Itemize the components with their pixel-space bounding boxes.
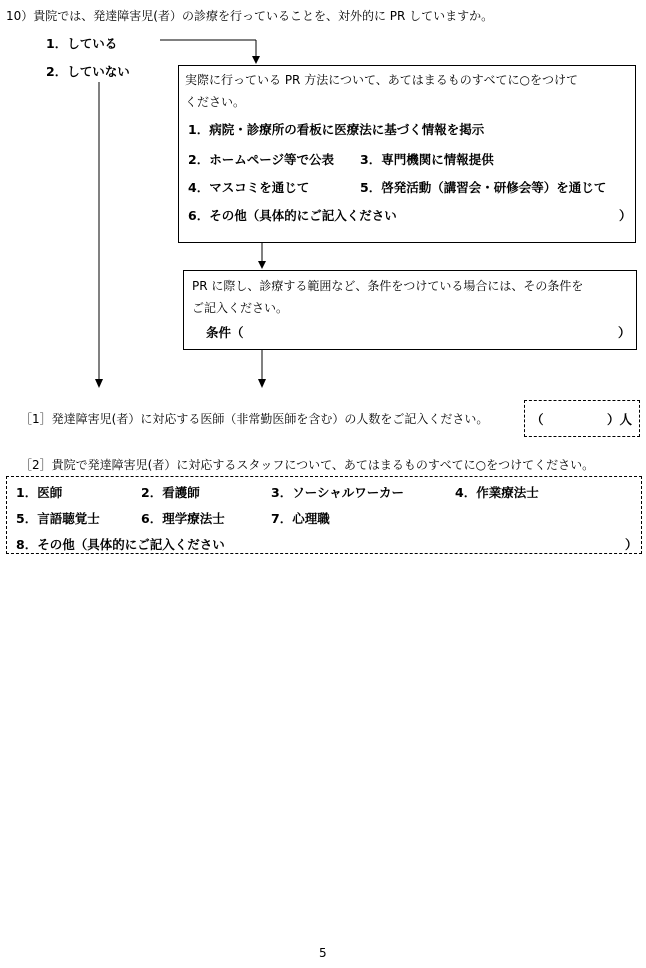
conditions-prompt: PR に際し、診療する範囲など、条件をつけている場合には、その条件を — [192, 279, 584, 293]
staff-options-box — [6, 476, 642, 554]
arrow-to-doctors — [95, 379, 103, 388]
staff-nurse[interactable]: 2．看護師 — [141, 485, 200, 500]
pr-methods-prompt: 実際に行っている PR 方法について、あてはまるものすべてに○をつけて — [185, 73, 578, 87]
doctors-open-paren: （ — [531, 412, 544, 427]
pr-method-signboard[interactable]: 1．病院・診療所の看板に医療法に基づく情報を掲示 — [188, 122, 485, 137]
pr-methods-prompt-cont: ください。 — [185, 95, 246, 109]
pr-method-other[interactable]: 6．その他（具体的にご記入ください — [188, 208, 397, 223]
doctors-close-unit: ）人 — [607, 412, 633, 427]
pr-method-other-close: ） — [619, 208, 632, 223]
staff-question: ［2］貴院で発達障害児(者）に対応するスタッフについて、あてはまるものすべてに○をつけてください。 — [20, 458, 595, 472]
doctors-count-box[interactable] — [524, 400, 640, 437]
option-doing[interactable]: 1．している — [46, 36, 118, 51]
arrow-to-pr-box — [252, 56, 260, 64]
question-text: 10）貴院では、発達障害児(者）の診療を行っていることを、対外的に PR していますか。 — [6, 9, 494, 23]
arrow-to-doctors-2 — [258, 379, 266, 388]
staff-speech-therapist[interactable]: 5．言語聴覚士 — [16, 511, 100, 526]
page-number: 5 — [319, 946, 327, 960]
pr-method-outreach[interactable]: 5．啓発活動（講習会・研修会等）を通じて — [360, 180, 607, 195]
staff-doctor[interactable]: 1．医師 — [16, 485, 63, 500]
conditions-close: ） — [618, 325, 631, 340]
pr-method-homepage[interactable]: 2．ホームページ等で公表 — [188, 152, 334, 167]
pr-method-agencies[interactable]: 3．専門機関に情報提供 — [360, 152, 494, 167]
staff-other[interactable]: 8．その他（具体的にご記入ください — [16, 537, 225, 552]
option-not-doing[interactable]: 2．していない — [46, 64, 130, 79]
staff-psychologist[interactable]: 7．心理職 — [271, 511, 330, 526]
conditions-label[interactable]: 条件（ — [206, 325, 244, 340]
staff-physical-therapist[interactable]: 6．理学療法士 — [141, 511, 225, 526]
conditions-box — [183, 270, 637, 350]
staff-other-close: ） — [625, 537, 638, 552]
pr-method-media[interactable]: 4．マスコミを通じて — [188, 180, 310, 195]
arrow-to-conditions — [258, 261, 266, 269]
pr-methods-box — [178, 65, 636, 243]
staff-occupational-therapist[interactable]: 4．作業療法士 — [455, 485, 539, 500]
doctors-question: ［1］発達障害児(者）に対応する医師（非常勤医師を含む）の人数をご記入ください。 — [20, 412, 489, 426]
conditions-prompt-cont: ご記入ください。 — [192, 301, 289, 315]
staff-social-worker[interactable]: 3．ソーシャルワーカー — [271, 485, 404, 500]
